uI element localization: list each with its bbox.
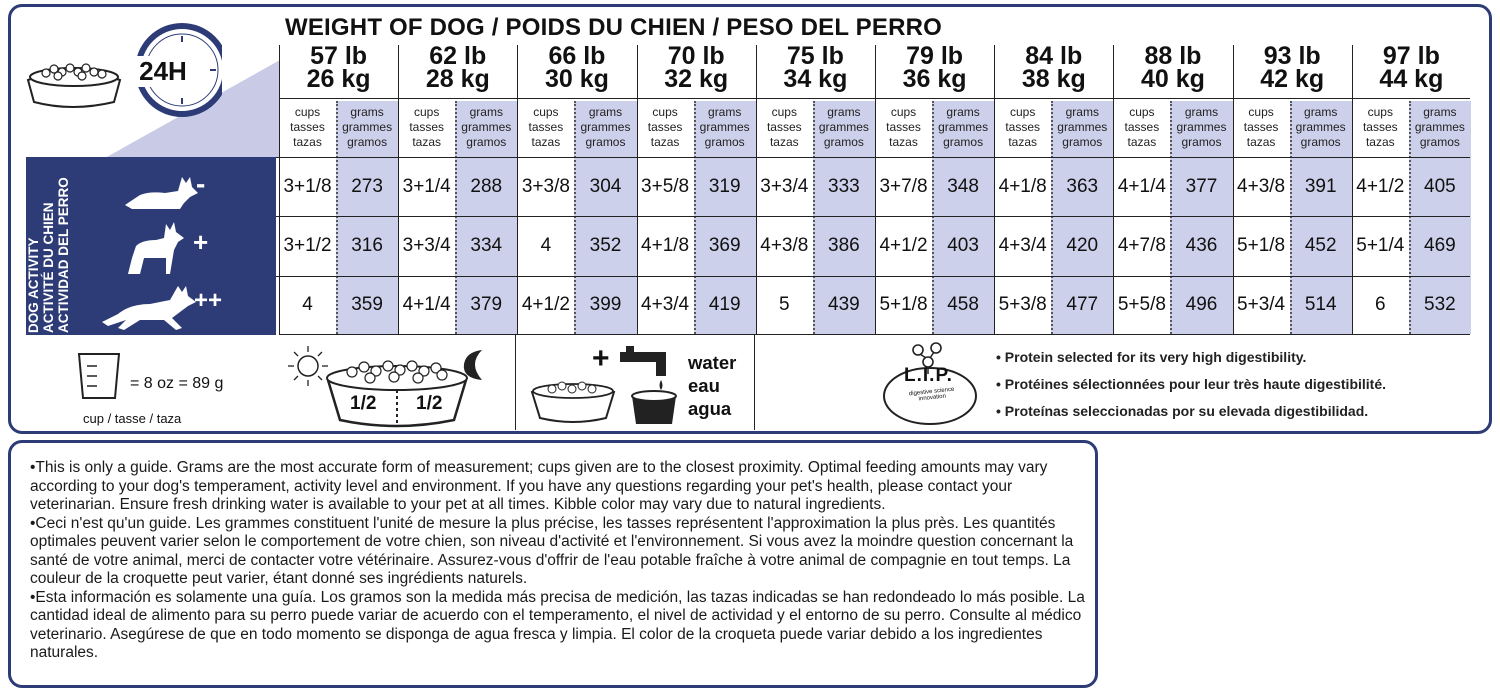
grams-cell: 405: [1409, 157, 1471, 216]
grams-cell: 477: [1051, 276, 1113, 334]
column-divider: [1233, 45, 1234, 334]
grams-cell: 273: [336, 157, 398, 216]
cups-cell: 4+7/8: [1117, 235, 1166, 256]
cups-cell: 4+1/8: [998, 175, 1047, 197]
cups-unit-text: cups: [533, 105, 559, 119]
weight-kg: 32 kg: [664, 65, 729, 93]
grams-cell: 420: [1051, 216, 1113, 276]
grams-unit-text: grammes: [938, 120, 989, 134]
weight-lb: 66 lb: [548, 42, 606, 70]
weight-column-header: [875, 42, 994, 93]
weight-lb: 57 lb: [310, 42, 368, 70]
grams-unit-text: grams: [827, 105, 861, 119]
cup-caption: cup / tasse / taza: [83, 411, 182, 426]
cups-unit-text: tasses: [409, 120, 445, 134]
grams-unit-text: grammes: [580, 120, 631, 134]
cups-cell: 4+1/2: [879, 235, 928, 256]
grams-unit-text: grammes: [1057, 120, 1108, 134]
grams-cell: 316: [336, 216, 398, 276]
grams-cell: 359: [336, 276, 398, 334]
grams-cell: 399: [574, 276, 636, 334]
cups-cell: 3+7/8: [879, 175, 928, 197]
cups-cell: 5+1/8: [879, 294, 928, 315]
cups-cell: 4+1/2: [1356, 175, 1405, 197]
note-es: •Esta información es solamente una guía. Los gramos son la medida más precisa de medición, las tazas indicadas se han redondeado lo más posible. La cantidad ideal de alimento para su perro puede variar de acuerdo con el temperamento, el nivel de actividad y el entorno de su perro. Consulte al médico veterinario. Asegúrese de que en todo momento se disponga de agua fresca y limpia. El color de la croqueta puede variar debido a los ingredientes naturales.: [30, 588, 1085, 661]
grams-unit-label: [455, 101, 517, 157]
sun-moon-bowl-icon: [286, 342, 506, 430]
cups-grams-divider: [813, 101, 815, 334]
column-divider: [994, 45, 995, 334]
cups-cell: 5+3/8: [998, 294, 1047, 315]
cups-cell: 3+3/8: [521, 175, 570, 197]
lying-dog-icon: [120, 163, 200, 213]
cups-cell: 4: [302, 294, 313, 315]
weight-lb: 79 lb: [906, 42, 964, 70]
grams-cell: 436: [1170, 216, 1232, 276]
activity-level-medium: +: [193, 227, 209, 257]
cups-grams-divider: [574, 101, 576, 334]
grams-cell: 319: [694, 157, 756, 216]
weight-column-header: [1352, 42, 1471, 93]
cups-cell: 5+3/4: [1237, 294, 1286, 315]
cups-cell: 4+3/8: [760, 235, 809, 256]
column-divider: [279, 45, 280, 334]
grams-unit-text: gramos: [466, 135, 507, 149]
cups-unit-text: tasses: [1124, 120, 1160, 134]
cups-unit-text: tasses: [1243, 120, 1279, 134]
cups-cell: 5+1/8: [1237, 235, 1286, 256]
grams-unit-text: gramos: [943, 135, 984, 149]
grams-cell: 288: [455, 157, 517, 216]
cups-unit-text: cups: [1248, 105, 1274, 119]
cups-unit-label: [1233, 105, 1290, 150]
grams-unit-text: grammes: [461, 120, 512, 134]
weight-kg: 34 kg: [783, 65, 848, 93]
grams-unit-text: gramos: [347, 135, 388, 149]
cups-grams-divider: [1290, 101, 1292, 334]
weight-kg: 36 kg: [902, 65, 967, 93]
weight-column-header: [994, 42, 1113, 93]
cups-unit-text: tazas: [293, 135, 322, 149]
cups-unit-label: [1352, 105, 1409, 150]
weight-lb: 88 lb: [1144, 42, 1202, 70]
activity-label-fr: ACTIVITÉ DU CHIEN: [41, 202, 56, 333]
cups-unit-text: cups: [294, 105, 321, 119]
grams-cell: 391: [1290, 157, 1352, 216]
grams-unit-text: gramos: [1062, 135, 1103, 149]
note-fr: •Ceci n'est qu'un guide. Les grammes constituent l'unité de mesure la plus précise, les tasses représentent l'approximation la plus près. Les quantités optimales peuvent varier selon le comportement de votre chien, son niveau d'activité et l'environnement. Si vous avez la moindre question concernant la santé de votre animal, merci de contacter votre vétérinaire. Assurez-vous d'offrir de l'eau potable fraîche à votre animal de compagnie en tout temps. La couleur de la croquette peut varier, étant donné ses ingrédients naturels.: [30, 514, 1074, 587]
grams-unit-text: grammes: [699, 120, 750, 134]
grams-cell: 532: [1409, 276, 1471, 334]
cups-cell: 3+5/8: [641, 175, 690, 197]
cups-unit-label: [756, 105, 813, 150]
row-rule: [105, 276, 1470, 277]
cups-unit-text: tazas: [769, 135, 799, 149]
weight-kg: 28 kg: [425, 65, 490, 93]
cups-grams-divider: [1051, 101, 1053, 334]
weight-kg: 40 kg: [1141, 65, 1205, 93]
header-rule: [279, 98, 1470, 99]
cups-unit-text: cups: [771, 105, 797, 119]
water-faucet-icon: [618, 346, 680, 426]
grams-unit-text: gramos: [823, 135, 864, 149]
cups-unit-text: tazas: [650, 135, 680, 149]
cups-cell: 4+3/4: [998, 235, 1047, 256]
grams-unit-text: grammes: [342, 120, 393, 134]
cups-unit-label: [994, 105, 1051, 150]
water-label-fr: eau: [688, 375, 720, 396]
activity-label-en: DOG ACTIVITY: [26, 237, 41, 333]
grams-unit-label: [1170, 101, 1232, 157]
lip-logo-text: L.I.P.: [904, 365, 953, 386]
lip-point-en: • Protein selected for its very high digestibility.: [996, 349, 1307, 365]
grams-unit-text: gramos: [704, 135, 745, 149]
water-label: [688, 351, 736, 420]
cups-cell: 3+1/2: [283, 235, 332, 256]
grams-unit-text: grams: [946, 105, 980, 119]
cups-cell: 3+3/4: [402, 235, 451, 256]
water-label-es: agua: [688, 398, 732, 419]
column-divider: [1113, 45, 1114, 334]
cups-cell: 3+1/4: [402, 175, 451, 197]
cups-unit-label: [1113, 105, 1170, 150]
grams-unit-text: grammes: [1295, 120, 1346, 134]
cups-cell: 3+3/4: [760, 175, 809, 197]
grams-unit-label: [1051, 101, 1113, 157]
weight-column-header: [756, 42, 875, 93]
cups-unit-label: [279, 105, 336, 150]
cups-cell: 5: [779, 294, 790, 315]
column-divider: [398, 45, 399, 334]
grams-unit-text: grams: [469, 105, 503, 119]
lip-point-fr: • Protéines sélectionnées pour leur très haute digestibilité.: [996, 376, 1387, 392]
grams-cell: 439: [813, 276, 875, 334]
cups-grams-divider: [932, 101, 934, 334]
cups-unit-text: tazas: [412, 135, 442, 149]
standing-dog-icon: [122, 218, 192, 278]
grams-cell: 403: [932, 216, 994, 276]
cups-unit-text: tazas: [1127, 135, 1157, 149]
cups-grams-divider: [1409, 101, 1411, 334]
cups-cell: 5+1/4: [1356, 235, 1405, 256]
cups-cell: 3+1/8: [283, 175, 332, 197]
split-left: 1/2: [350, 393, 377, 414]
grams-cell: 419: [694, 276, 756, 334]
row-rule: [279, 334, 1470, 335]
weight-column-header: [1233, 42, 1352, 93]
weight-lb: 93 lb: [1263, 42, 1321, 70]
note-en: •This is only a guide. Grams are the most accurate form of measurement; cups given are to the closest proximity. Optimal feeding amounts may vary according to your dog's temperament, activity level and environment. If you have any questions regarding your pet's health, please contact your veterinarian. Ensure fresh drinking water is available to your pet at all times. Kibble color may vary due to natural ingredients.: [30, 459, 1048, 513]
grams-cell: 379: [455, 276, 517, 334]
row-rule: [105, 157, 1470, 158]
activity-level-high: ++: [194, 287, 223, 314]
grams-cell: 458: [932, 276, 994, 334]
weight-lb: 75 lb: [786, 42, 844, 70]
grams-unit-label: [932, 101, 994, 157]
weight-column-header: [1113, 42, 1232, 93]
split-right: 1/2: [416, 393, 443, 414]
cups-unit-label: [398, 105, 455, 150]
weight-lb: 97 lb: [1382, 42, 1440, 70]
cups-cell: 4+1/2: [521, 294, 570, 315]
grams-unit-label: [336, 101, 398, 157]
cups-unit-text: tasses: [1005, 120, 1041, 134]
grams-cell: 386: [813, 216, 875, 276]
cups-cell: 6: [1375, 294, 1386, 315]
grams-cell: 334: [455, 216, 517, 276]
weight-column-header: [517, 42, 636, 93]
cups-unit-text: tazas: [1365, 135, 1395, 149]
cups-unit-label: [517, 105, 574, 150]
grams-unit-text: grams: [1423, 105, 1457, 119]
activity-label-es: ACTIVIDAD DEL PERRO: [56, 177, 71, 333]
cups-unit-text: tasses: [886, 120, 921, 134]
weight-header-title: WEIGHT OF DOG / POIDS DU CHIEN / PESO DEL PERRO: [285, 14, 943, 41]
water-plus: +: [592, 342, 610, 375]
weight-kg: 26 kg: [306, 65, 371, 93]
cups-unit-label: [875, 105, 932, 150]
cups-grams-divider: [455, 101, 457, 334]
grams-unit-label: [574, 101, 636, 157]
lip-logo-sub: digestive science innovation: [908, 386, 955, 403]
cups-cell: 4+3/4: [641, 294, 690, 315]
cups-cell: 4+1/8: [641, 235, 690, 256]
cups-unit-text: tazas: [1246, 135, 1276, 149]
grams-unit-text: grams: [350, 105, 384, 119]
activity-label: [26, 163, 71, 333]
grams-cell: 514: [1290, 276, 1352, 334]
cups-cell: 5+5/8: [1117, 294, 1166, 315]
grams-cell: 352: [574, 216, 636, 276]
grams-unit-text: grammes: [1414, 120, 1465, 134]
weight-column-header: [637, 42, 756, 93]
grams-cell: 333: [813, 157, 875, 216]
weight-column-header: [279, 42, 398, 93]
grams-unit-text: grammes: [1176, 120, 1227, 134]
grams-unit-label: [1290, 101, 1352, 157]
weight-kg: 42 kg: [1260, 65, 1325, 93]
footer-divider: [515, 334, 516, 430]
lip-point-es: • Proteínas seleccionadas por su elevada digestibilidad.: [996, 403, 1369, 419]
weight-column-header: [398, 42, 517, 93]
weight-kg: 38 kg: [1021, 65, 1086, 93]
grams-cell: 304: [574, 157, 636, 216]
cups-grams-divider: [336, 101, 338, 334]
notes-body: [30, 459, 1088, 663]
column-divider: [875, 45, 876, 334]
cups-unit-text: tazas: [889, 135, 918, 149]
column-divider: [756, 45, 757, 334]
column-divider: [637, 45, 638, 334]
cups-cell: 4+1/4: [1117, 175, 1166, 197]
cups-cell: 4+3/8: [1237, 175, 1286, 197]
cups-grams-divider: [1170, 101, 1172, 334]
footer-divider: [754, 334, 755, 430]
cups-unit-text: tasses: [1362, 120, 1398, 134]
cups-unit-text: tasses: [766, 120, 802, 134]
cups-unit-text: tasses: [290, 120, 325, 134]
grams-unit-text: grams: [588, 105, 623, 119]
cups-unit-text: tazas: [531, 135, 561, 149]
grams-unit-text: grams: [1304, 105, 1338, 119]
cups-unit-text: tasses: [647, 120, 683, 134]
activity-level-low: -: [196, 168, 206, 199]
grams-unit-label: [1409, 101, 1471, 157]
grams-unit-text: gramos: [1181, 135, 1222, 149]
cups-cell: 4: [540, 235, 552, 256]
small-bowl-icon: [528, 378, 618, 426]
cups-unit-text: cups: [652, 105, 678, 119]
cups-unit-text: cups: [890, 105, 917, 119]
cups-grams-divider: [694, 101, 696, 334]
column-divider: [1352, 45, 1353, 334]
weight-lb: 84 lb: [1025, 42, 1083, 70]
cups-unit-text: cups: [1010, 105, 1036, 119]
weight-lb: 70 lb: [667, 42, 725, 70]
water-label-en: water: [688, 352, 737, 373]
cups-unit-text: tazas: [1008, 135, 1038, 149]
cup-equation: = 8 oz = 89 g: [130, 375, 224, 392]
grams-unit-text: gramos: [585, 135, 626, 149]
weight-lb: 62 lb: [429, 42, 487, 70]
cups-unit-text: cups: [414, 105, 440, 119]
grams-cell: 496: [1170, 276, 1232, 334]
cups-cell: 4+1/4: [402, 294, 451, 315]
24h-label: 24H: [128, 56, 198, 87]
grams-cell: 348: [932, 157, 994, 216]
grams-cell: 363: [1051, 157, 1113, 216]
grams-unit-label: [694, 101, 756, 157]
grams-cell: 452: [1290, 216, 1352, 276]
weight-kg: 30 kg: [545, 65, 609, 93]
grams-unit-text: gramos: [1300, 135, 1341, 149]
feeding-notes-panel: [8, 440, 1098, 688]
measuring-cup-icon: [75, 350, 123, 402]
grams-unit-text: grammes: [818, 120, 869, 134]
row-rule: [105, 216, 1470, 217]
cups-unit-text: cups: [1129, 105, 1155, 119]
grams-unit-text: grams: [1065, 105, 1099, 119]
grams-unit-label: [813, 101, 875, 157]
grams-unit-text: gramos: [1419, 135, 1460, 149]
cups-unit-text: cups: [1367, 105, 1393, 119]
cups-unit-label: [637, 105, 694, 150]
grams-cell: 469: [1409, 216, 1471, 276]
grams-cell: 377: [1170, 157, 1232, 216]
weight-kg: 44 kg: [1379, 65, 1444, 93]
running-dog-icon: [100, 282, 200, 332]
grams-unit-text: grams: [708, 105, 742, 119]
grams-cell: 369: [694, 216, 756, 276]
grams-unit-text: grams: [1184, 105, 1219, 119]
cups-unit-text: tasses: [528, 120, 564, 134]
column-divider: [517, 45, 518, 334]
